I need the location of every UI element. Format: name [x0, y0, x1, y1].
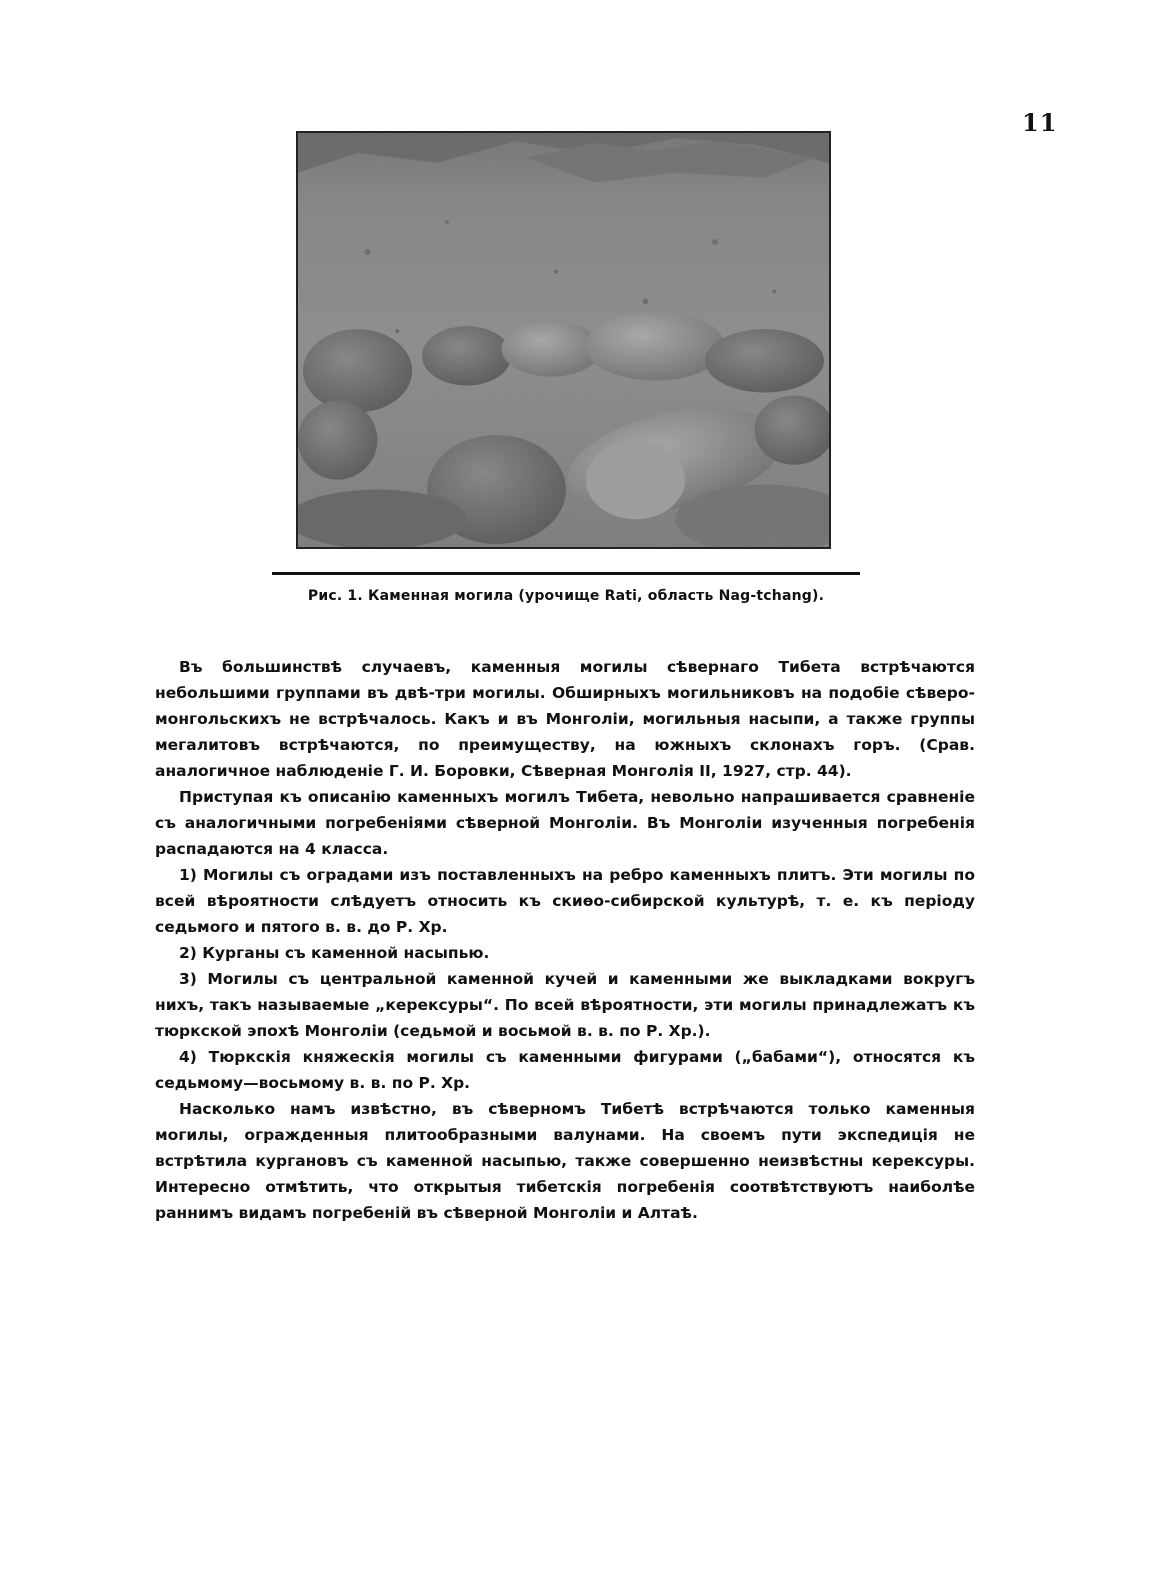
page-number: 11 — [1022, 108, 1058, 137]
paragraph: Насколько намъ извѣстно, въ сѣверномъ Тибетѣ встрѣчаются только каменныя могилы, огражденныя плитообразными валунами. На своемъ пути экспедиція не встрѣтила кургановъ съ каменной насыпью, также совершенно неизвѣстны керексуры. Интересно отмѣтить, что открытыя тибетскія погребенія соотвѣтствуютъ наиболѣе раннимъ видамъ погребеній въ сѣверной Монголіи и Алтаѣ. — [155, 1100, 975, 1222]
body-text — [155, 654, 975, 1226]
list-item: 4) Тюркскія княжескія могилы съ каменными фигурами („бабами“), относятся къ седьмому—восьмому в. в. по Р. Хр. — [155, 1048, 975, 1092]
figure-photo — [296, 131, 831, 549]
list-item: 3) Могилы съ центральной каменной кучей и каменными же выкладками вокругъ нихъ, такъ называемые „керексуры“. По всей вѣроятности, эти могилы принадлежатъ къ тюркской эпохѣ Монголіи (седьмой и восьмой в. в. по Р. Хр.). — [155, 970, 975, 1040]
figure-caption: Рис. 1. Каменная могила (урочище Rati, область Nag-tchang). — [307, 588, 825, 604]
list-item: 2) Курганы съ каменной насыпью. — [179, 944, 490, 962]
paragraph: Въ большинствѣ случаевъ, каменныя могилы сѣвернаго Тибета встрѣчаются небольшими группами въ двѣ-три могилы. Обширныхъ могильниковъ на подобіе сѣверо-монгольскихъ не встрѣчалось. Какъ и въ Монголіи, могильныя насыпи, а также группы мегалитовъ встрѣчаются, по преимуществу, на южныхъ склонахъ горъ. (Срав. аналогичное наблюденіе Г. И. Боровки, Сѣверная Монголія II, 1927, стр. 44). — [155, 658, 975, 780]
stone-grave-photo — [298, 133, 829, 547]
list-item: 1) Могилы съ оградами изъ поставленныхъ на ребро каменныхъ плитъ. Эти могилы по всей вѣроятности слѣдуетъ относить къ скиѳо-сибирской культурѣ, т. е. къ періоду седьмого и пятого в. в. до Р. Хр. — [155, 866, 975, 936]
caption-rule — [272, 572, 860, 575]
paragraph: Приступая къ описанію каменныхъ могилъ Тибета, невольно напрашивается сравненіе съ аналогичными погребеніями сѣверной Монголіи. Въ Монголіи изученныя погребенія распадаются на 4 класса. — [155, 788, 975, 858]
